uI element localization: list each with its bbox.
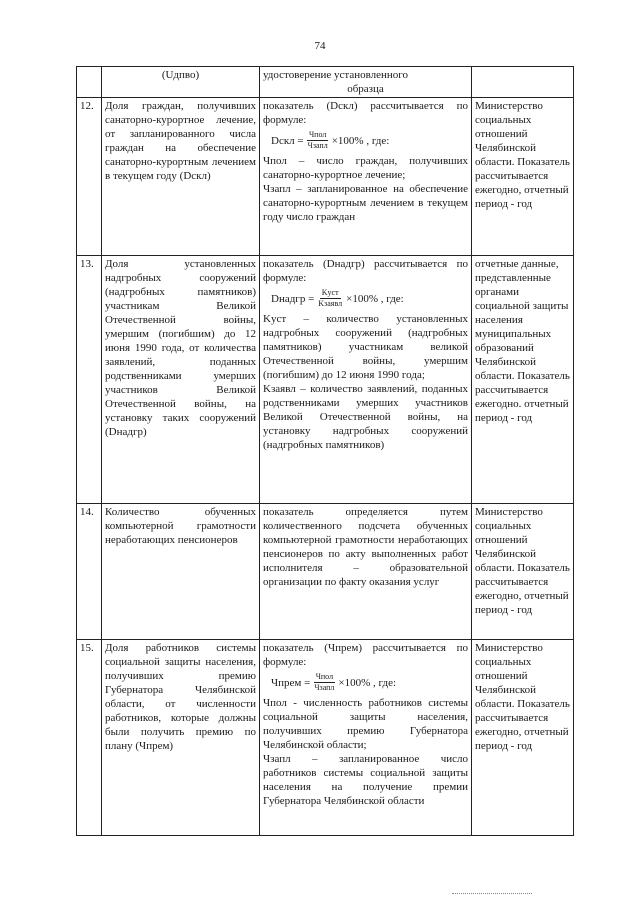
footer-divider (452, 893, 532, 894)
row-number: 12. (77, 98, 102, 256)
calculation-method (260, 640, 472, 836)
formula-fraction (306, 130, 330, 151)
formula-numerator: Чпол (315, 672, 334, 681)
data-source (472, 67, 574, 98)
formula-fraction (312, 672, 336, 693)
table-row (77, 640, 574, 836)
variable-definition: Чзапл – запланированное число работников системы социальной защиты населения на получение премии Губернатора Челябинской области (263, 753, 468, 807)
formula (271, 672, 468, 693)
formula-denominator: Чзапл (314, 683, 335, 692)
table-row (77, 98, 574, 256)
indicator-name: Доля граждан, получивших санаторно-курортное лечение, от запланированного числа граждан на обеспечение санаторно-курортным лечением в текущем году (Dскл) (102, 98, 260, 256)
variable-definition: Kуст – количество установленных надгробных сооружений (надгробных памятников) участникам великой Отечественной войны, умершим (погибшим) до 12 июня 1990 года; (263, 313, 468, 381)
formula-numerator: Kуст (321, 288, 339, 297)
indicator-name: Доля работников системы социальной защиты населения, получивших премию Губернатора Челябинской области, от численности работников, которые должны были получить премию по плану (Чпрем) (102, 640, 260, 836)
variable-definition: Чпол – число граждан, получивших санаторно-курортное лечение; (263, 155, 468, 181)
page-number: 74 (314, 40, 326, 52)
formula-lhs: Чпрем = (271, 676, 311, 689)
data-source: Министерство социальных отношений Челябинской области. Показатель рассчитывается ежегодно, отчетный период - год (472, 98, 574, 256)
formula-rhs: ×100% , где: (346, 292, 404, 305)
row-number: 14. (77, 504, 102, 640)
data-source: Министерство социальных отношений Челябинской области. Показатель рассчитывается ежегодно, отчетный период - год (472, 504, 574, 640)
calculation-method (260, 98, 472, 256)
method-text: образца (347, 83, 384, 95)
formula-rhs: ×100% , где: (331, 134, 390, 147)
method-intro: показатель (Dскл) рассчитывается по формуле: (263, 100, 468, 126)
calculation-method (260, 67, 472, 98)
method-text: удостоверение установленного (263, 69, 409, 81)
calculation-method (260, 256, 472, 504)
formula-fraction (316, 288, 344, 309)
calculation-method: показатель определяется путем количественного подсчета обученных компьютерной грамотности неработающих пенсионеров по акту выполненных работ исполнителя – образовательной организации по факту оказания услуг (260, 504, 472, 640)
row-number-cell (77, 67, 102, 98)
data-source: Министерство социальных отношений Челябинской области. Показатель рассчитывается ежегодно, отчетный период - год (472, 640, 574, 836)
method-intro: показатель (Dнадгр) рассчитывается по формуле: (263, 258, 468, 284)
indicator-name: (Uдпво) (102, 67, 260, 98)
formula-rhs: ×100% , где: (338, 676, 397, 689)
table-row (77, 67, 574, 98)
table-row (77, 256, 574, 504)
formula (271, 130, 468, 151)
indicator-table (76, 66, 574, 836)
row-number: 13. (77, 256, 102, 504)
indicator-name: Доля установленных надгробных сооружений (надгробных памятников) участникам Великой Отечественной войны, умершим (погибшим) до 12 июня 1990 года, от количества заявлений, поданных родственниками умерших участников Великой Отечественной войны, на установку таких сооружений (Dнадгр) (102, 256, 260, 504)
data-source: отчетные данные, представленные органами социальной защиты населения муниципальных образований Челябинской области. Показатель рассчитывается ежегодно. отчетный период - год (472, 256, 574, 504)
formula-lhs: Dскл = (271, 134, 304, 147)
formula-numerator: Чпол (308, 130, 327, 139)
formula-denominator: Kзаявл (318, 299, 343, 308)
variable-definition: Чпол - численность работников системы социальной защиты населения, получивших премию Губернатора Челябинской области; (263, 697, 468, 751)
variable-definition: Kзаявл – количество заявлений, поданных родственниками умерших участников Великой Отечественной войны, на установку надгробных сооружений (надгробных памятников) (263, 383, 468, 451)
row-number: 15. (77, 640, 102, 836)
variable-definition: Чзапл – запланированное на обеспечение санаторно-курортным лечением в текущем году число граждан (263, 183, 468, 223)
formula (271, 288, 468, 309)
formula-lhs: Dнадгр = (271, 292, 315, 305)
method-intro: показатель (Чпрем) рассчитывается по формуле: (263, 642, 468, 668)
formula-denominator: Чзапл (307, 141, 328, 150)
table-row (77, 504, 574, 640)
indicator-name: Количество обученных компьютерной грамотности неработающих пенсионеров (102, 504, 260, 640)
